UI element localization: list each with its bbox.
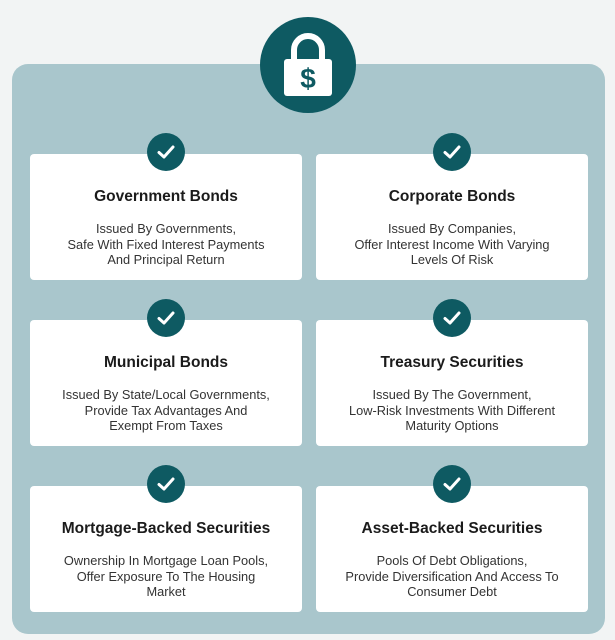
lock-dollar-icon bbox=[280, 32, 336, 98]
card-description: Issued By State/Local Governments, Provide Tax Advantages And Exempt From Taxes bbox=[62, 387, 270, 433]
card-government-bonds bbox=[30, 154, 302, 280]
card-description: Issued By The Government, Low-Risk Investments With Different Maturity Options bbox=[349, 387, 555, 433]
checkmark-icon bbox=[433, 465, 471, 503]
card-title: Municipal Bonds bbox=[104, 354, 228, 371]
card-description: Issued By Companies, Offer Interest Income With Varying Levels Of Risk bbox=[354, 221, 550, 267]
card-title: Treasury Securities bbox=[380, 354, 524, 371]
card-mortgage-backed-securities bbox=[30, 486, 302, 612]
card-treasury-securities bbox=[316, 320, 588, 446]
checkmark-icon bbox=[147, 299, 185, 337]
card-description: Issued By Governments, Safe With Fixed Interest Payments And Principal Return bbox=[67, 221, 265, 267]
card-title: Corporate Bonds bbox=[388, 188, 516, 205]
checkmark-icon bbox=[147, 133, 185, 171]
checkmark-icon bbox=[147, 465, 185, 503]
lock-badge bbox=[260, 17, 356, 113]
card-description: Pools Of Debt Obligations, Provide Diversification And Access To Consumer Debt bbox=[345, 553, 559, 599]
card-title: Asset-Backed Securities bbox=[361, 520, 543, 537]
card-corporate-bonds bbox=[316, 154, 588, 280]
card-asset-backed-securities bbox=[316, 486, 588, 612]
card-title: Mortgage-Backed Securities bbox=[61, 520, 271, 537]
card-municipal-bonds bbox=[30, 320, 302, 446]
svg-text:$: $ bbox=[300, 63, 316, 94]
card-title: Government Bonds bbox=[94, 188, 238, 205]
checkmark-icon bbox=[433, 299, 471, 337]
checkmark-icon bbox=[433, 133, 471, 171]
card-description: Ownership In Mortgage Loan Pools, Offer Exposure To The Housing Market bbox=[63, 553, 269, 599]
